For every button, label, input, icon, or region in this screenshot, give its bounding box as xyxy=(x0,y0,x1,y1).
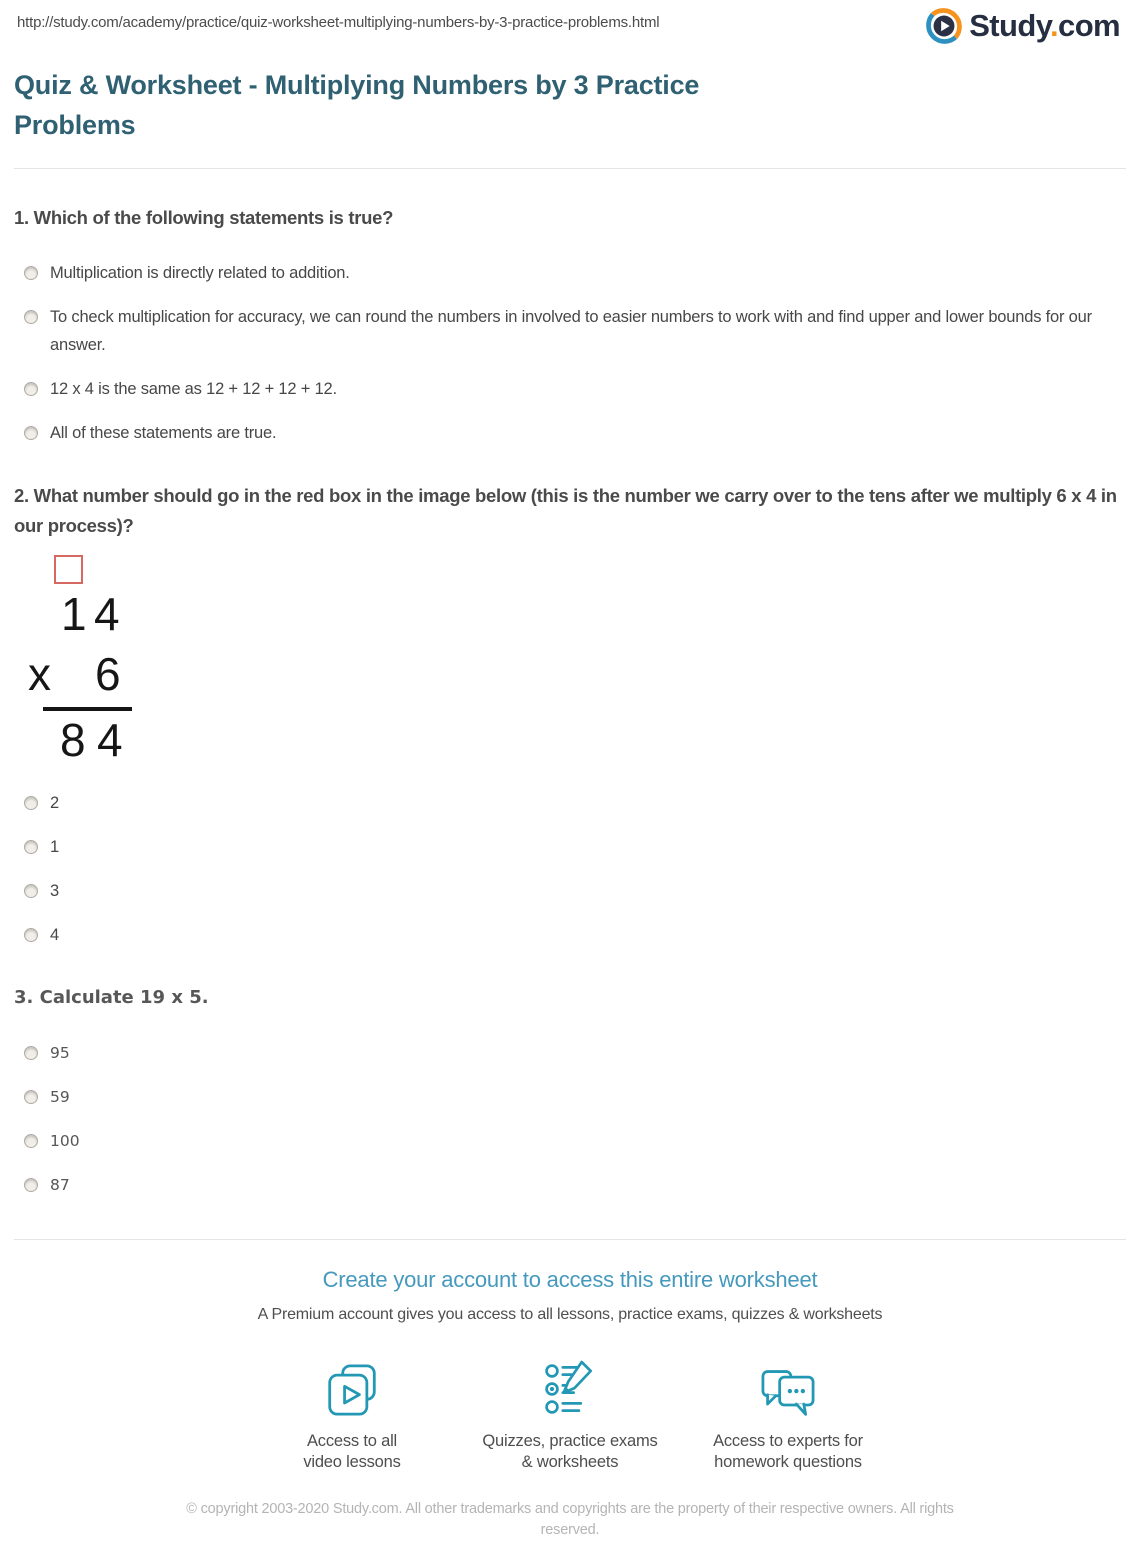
radio-button[interactable] xyxy=(24,266,38,280)
radio-button[interactable] xyxy=(24,1046,38,1060)
page-title: Quiz & Worksheet - Multiplying Numbers by 3 Practice Problems xyxy=(14,70,700,140)
feature-quizzes-worksheets xyxy=(461,1360,679,1473)
feature-label: Access to all video lessons xyxy=(303,1432,401,1471)
feature-homework-experts xyxy=(679,1360,897,1473)
figure-equals-line xyxy=(43,707,132,711)
question-2-options xyxy=(0,789,1140,949)
radio-button[interactable] xyxy=(24,840,38,854)
option-label[interactable]: Multiplication is directly related to addition. xyxy=(50,264,350,282)
question-3-options xyxy=(0,1039,1140,1199)
title-divider xyxy=(14,168,1126,169)
signup-subtitle: A Premium account gives you access to all lessons, practice exams, quizzes & worksheets xyxy=(257,1306,883,1323)
option-label[interactable]: 4 xyxy=(50,926,59,944)
option-label[interactable]: 3 xyxy=(50,882,59,900)
answer-option[interactable] xyxy=(0,789,1140,817)
option-label[interactable]: 1 xyxy=(50,838,59,856)
studycom-logo-icon xyxy=(925,7,963,45)
studycom-logo[interactable] xyxy=(925,7,1120,45)
answer-option[interactable] xyxy=(0,1171,1140,1199)
feature-video-lessons xyxy=(243,1360,461,1473)
answer-option[interactable] xyxy=(0,1039,1140,1067)
answer-option[interactable] xyxy=(0,1127,1140,1155)
quiz-worksheet-icon xyxy=(543,1360,597,1418)
figure-digit: 8 xyxy=(60,714,86,766)
radio-button[interactable] xyxy=(24,310,38,324)
logo-dot: . xyxy=(1050,8,1059,43)
signup-section xyxy=(14,1239,1126,1473)
option-label[interactable]: 12 x 4 is the same as 12 + 12 + 12 + 12. xyxy=(50,380,337,398)
chat-experts-icon xyxy=(759,1366,817,1418)
option-label[interactable]: 2 xyxy=(50,794,59,812)
radio-button[interactable] xyxy=(24,796,38,810)
option-label[interactable]: 87 xyxy=(50,1176,70,1194)
feature-list xyxy=(14,1360,1126,1473)
question-2-heading: 2. What number should go in the red box in the image below (this is the number we carry over to the tens after we multiply 6 x 4 in our process)? xyxy=(14,485,1117,536)
feature-label: Quizzes, practice exams & worksheets xyxy=(482,1432,658,1471)
answer-option[interactable] xyxy=(0,1083,1140,1111)
page-url: http://study.com/academy/practice/quiz-worksheet-multiplying-numbers-by-3-practice-problems.html xyxy=(17,14,660,31)
answer-option[interactable] xyxy=(0,833,1140,861)
feature-label: Access to experts for homework questions xyxy=(713,1432,863,1471)
radio-button[interactable] xyxy=(24,1178,38,1192)
answer-option[interactable] xyxy=(0,877,1140,905)
option-label[interactable]: All of these statements are true. xyxy=(50,424,277,442)
option-label[interactable]: To check multiplication for accuracy, we can round the numbers in involved to easier numbers to work with and find upper and lower bounds for our answer. xyxy=(50,308,1092,354)
question-1-heading: 1. Which of the following statements is true? xyxy=(14,207,394,228)
answer-option[interactable] xyxy=(0,303,1140,359)
radio-button[interactable] xyxy=(24,426,38,440)
answer-option[interactable] xyxy=(0,259,1140,287)
option-label[interactable]: 95 xyxy=(50,1044,70,1062)
figure-operator: x xyxy=(28,648,51,700)
radio-button[interactable] xyxy=(24,884,38,898)
answer-option[interactable] xyxy=(0,375,1140,403)
figure-digit: 4 xyxy=(97,714,123,766)
question-3-heading: 3. Calculate 19 x 5. xyxy=(14,987,209,1008)
figure-digit: 6 xyxy=(95,648,121,700)
carry-box xyxy=(54,555,83,584)
answer-option[interactable] xyxy=(0,419,1140,447)
option-label[interactable]: 100 xyxy=(50,1132,80,1150)
figure-digit: 4 xyxy=(94,588,120,640)
studycom-wordmark: Study.com xyxy=(969,8,1120,43)
signup-title: Create your account to access this entire worksheet xyxy=(322,1267,818,1292)
video-lessons-icon xyxy=(326,1362,378,1418)
multiplication-figure xyxy=(14,555,184,771)
question-1-options xyxy=(0,259,1140,447)
question-3 xyxy=(0,983,1140,1199)
question-2 xyxy=(0,481,1140,949)
figure-digit: 1 xyxy=(61,588,87,640)
option-label[interactable]: 59 xyxy=(50,1088,70,1106)
radio-button[interactable] xyxy=(24,1134,38,1148)
copyright-notice: © copyright 2003-2020 Study.com. All other trademarks and copyrights are the property of their respective owners. All rights reserved. xyxy=(186,1501,954,1538)
radio-button[interactable] xyxy=(24,382,38,396)
question-1 xyxy=(0,203,1140,447)
radio-button[interactable] xyxy=(24,1090,38,1104)
page-header xyxy=(0,0,1140,43)
answer-option[interactable] xyxy=(0,921,1140,949)
radio-button[interactable] xyxy=(24,928,38,942)
